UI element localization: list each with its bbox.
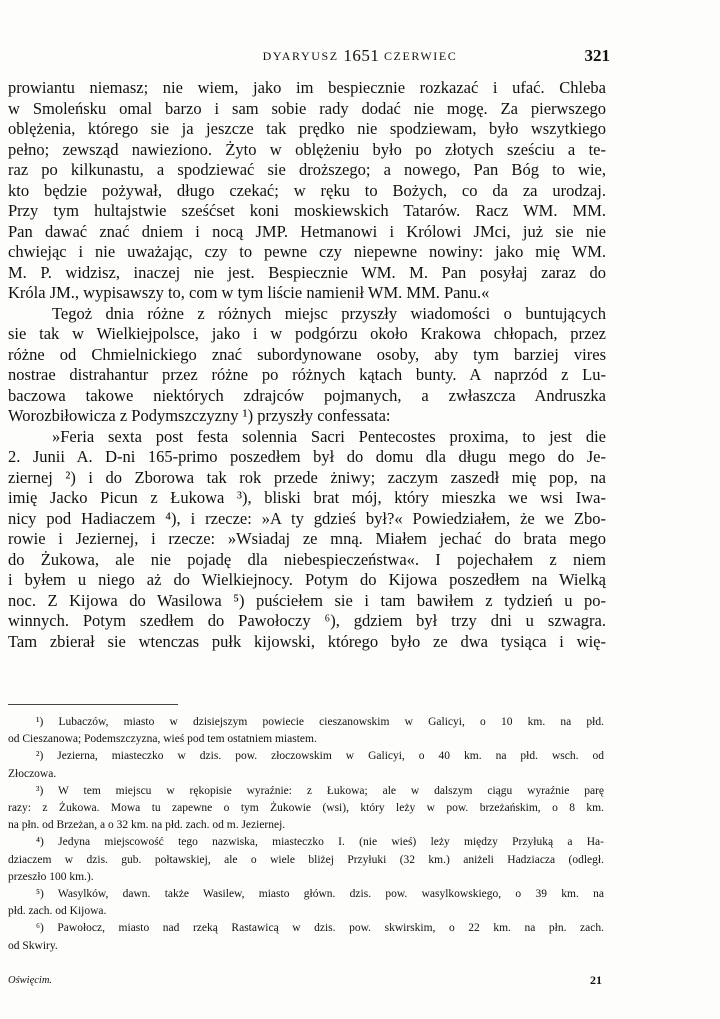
footnote-line: Złoczowa. — [8, 767, 57, 780]
body-line: sie tak w Wielkiejpolsce, jako i w podgórzu około Krakowa chłopach, przez — [8, 324, 606, 343]
body-line: winnych. Potym szedłem do Pawołoczy ⁶), gdziem był trzy dni u szwagra. — [8, 611, 606, 630]
page-number: 321 — [584, 46, 610, 65]
body-line: Worozbiłowicza z Podymszczyzny ¹) przyszły confessata: — [8, 406, 391, 425]
body-line: prowiantu niemasz; nie wiem, jako im bespiecznie rozkazać i ufać. Chleba — [8, 78, 606, 97]
running-title — [0, 46, 720, 66]
running-title-right: CZERWIEC — [383, 49, 458, 63]
footnote-line: przeszło 100 km.). — [8, 870, 94, 883]
body-line: Tegoż dnia różne z różnych miejsc przyszły wiadomości o buntujących — [52, 303, 606, 323]
body-line: chwiejąc i nie uważając, czy to pewne czy niepewne nowiny: jako mię WM. — [8, 242, 606, 261]
main-text — [8, 78, 606, 652]
body-line: imię Jacko Picun z Łukowa ³), bliski brat mój, który mieszka we wsi Iwa- — [8, 488, 606, 507]
body-line: oblężenia, którego sie ja jeszcze tak prędko nie spodziewam, było wszytkiego — [8, 119, 606, 138]
body-line: baczowa takowe niektórych zdrajców pojmanych, a zwłaszcza Andruszka — [8, 385, 606, 405]
body-line: Tam zbierał sie wtenczas pułk kijowski, którego było ze dwa tysiąca i wię- — [8, 631, 606, 651]
footnote-line: ⁶) Pawołocz, miasto nad rzeką Rastawicą w dzis. pow. skwirskim, o 22 km. na płn. zach. — [36, 922, 604, 935]
body-line: w Smoleńsku omal barzo i sam sobie rady dodać nie mogę. Za pierwszego — [8, 98, 606, 118]
footnote-line: ¹) Lubaczów, miasto w dzisiejszym powiecie cieszanowskim w Galicyi, o 10 km. na płd. — [36, 716, 604, 728]
body-line: i byłem u niego aż do Wielkiejnocy. Potym do Kijowa poszedłem na Wielką — [8, 570, 606, 589]
body-line: noc. Z Kijowa do Wasilowa ⁵) puściełem sie i tam bawiłem z tydzień u po- — [8, 590, 606, 610]
footnote-divider — [8, 704, 178, 705]
footnote-line: razy: z Żukowa. Mowa tu zapewne o tym Żukowie (wsi), który leży w pow. brzeżańskim, o 8 km. — [8, 802, 604, 815]
footnote-line: ⁴) Jedyna miejscowość tego nazwiska, miasteczko I. (nie wieś) leży między Przyłuką a Ha- — [36, 836, 604, 849]
body-line: Pan dawać znać dniem i nocą JMP. Hetmanowi i Królowi JMci, już sie nie — [8, 221, 606, 241]
body-line: różne od Chmielnickiego znać subordynowane osoby, aby tym barziej vires — [8, 344, 606, 364]
printer-signature: Oświęcim. — [8, 975, 53, 986]
body-line: raz po kilkunastu, a spodziewać sie droższego; a nowego, Pan Bóg to wie, — [8, 160, 606, 179]
footnote-line: dziaczem w dzis. gub. połtawskiej, ale o wiele bliżej Przyłuki (32 km.) aniżeli Hadziacza (odległ. — [8, 853, 604, 866]
body-line: rowie i Jeziernej, i rzecze: »Wsiadaj ze mną. Miałem jechać do brata mego — [8, 529, 606, 548]
footnote-line: płd. zach. od Kijowa. — [8, 905, 107, 918]
body-line: 2. Junii A. D-ni 165-primo poszedłem był do domu dla długu mego do Je- — [8, 447, 606, 466]
footnote-line: na płn. od Brzeżan, a o 32 km. na płd. zach. od m. Jeziernej. — [8, 819, 286, 832]
footnote-line: ³) W tem miejscu w rękopisie wyraźnie: z Łukowa; ale w dalszym ciągu wyraźnie parę — [36, 784, 604, 797]
body-line: kto będzie pożywał, długo czekać; w ręku to Bożych, co da za urodzaj. — [8, 180, 606, 200]
body-line: »Feria sexta post festa solennia Sacri Pentecostes proxima, to jest die — [52, 426, 606, 446]
body-line: nostrae distrahantur przez różne po różnych kątach bunty. A naprzód z Lu- — [8, 365, 606, 384]
sheet-number: 21 — [590, 973, 602, 987]
body-line: Przy tym hultajstwie sześćset koni moskiewskich Tatarów. Racz WM. MM. — [8, 201, 606, 220]
body-line: nicy pod Hadiaczem ⁴), i rzecze: »A ty gdzieś był?« Powiedziałem, że we Zbo- — [8, 508, 606, 528]
footnote-line: od Cieszanowa; Podemszczyzna, wieś pod tem ostatniem miastem. — [8, 733, 317, 746]
body-line: M. P. widzisz, inaczej nie jest. Bespiecznie WM. M. Pan posyłaj zaraz do — [8, 262, 606, 282]
body-line: pełno; zewsząd nawieziono. Żyto w oblężeniu było po złotych sześciu a te- — [8, 139, 606, 159]
footnote-line: ²) Jezierna, miasteczko w dzis. pow. złoczowskim w Galicyi, o 40 km. na płd. wsch. od — [36, 750, 604, 763]
running-title-left: DYARYUSZ — [262, 49, 339, 63]
footnotes — [8, 714, 604, 955]
body-line: do Żukowa, ale nie pojadę dla niebespieczeństwa«. I pojechałem z niem — [8, 549, 606, 569]
body-line: Króla JM., wypisawszy to, com w tym liście namienił WM. MM. Panu.« — [8, 283, 490, 302]
running-title-year: 1651 — [343, 46, 380, 65]
body-line: ziernej ²) i do Zborowa tak rok przede żniwy; zaczym zaszedł mię pop, na — [8, 467, 606, 487]
footnote-line: ⁵) Wasylków, dawn. także Wasilew, miasto główn. dzis. pow. wasylkowskiego, o 39 km. na — [36, 888, 604, 901]
running-head — [0, 44, 720, 68]
footnote-line: od Skwiry. — [8, 939, 58, 952]
